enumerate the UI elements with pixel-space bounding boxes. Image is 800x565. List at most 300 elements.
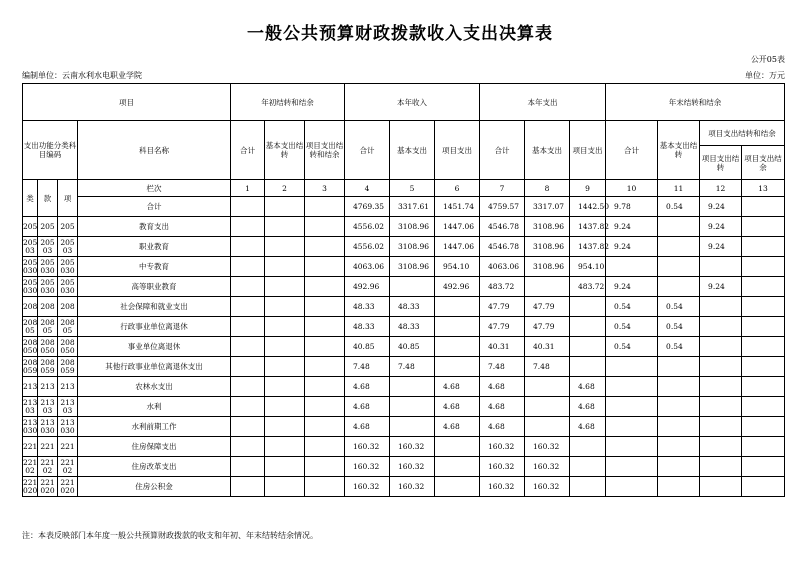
subject-name: 高等职业教育: [78, 277, 231, 297]
code-lei: 221 020: [23, 477, 38, 495]
code-lei: 213: [23, 377, 38, 397]
value-cell: [658, 417, 700, 437]
code-kuan: 213 030: [38, 417, 58, 437]
header-income: 本年收入: [345, 84, 480, 121]
value-cell: [305, 217, 345, 237]
value-cell: [606, 257, 658, 277]
total-cell: [231, 197, 265, 217]
header-closing-project: 项目支出结转和结余: [700, 121, 785, 146]
code-kuan: 205 030: [38, 257, 58, 277]
value-cell: [305, 417, 345, 437]
value-cell: 160.32: [525, 477, 570, 497]
value-cell: [305, 457, 345, 477]
header-closing-project-carry: 项目支出结转: [700, 146, 742, 180]
value-cell: 0.54: [606, 337, 658, 357]
value-cell: [265, 397, 305, 417]
value-cell: 4.68: [570, 417, 606, 437]
value-cell: [231, 457, 265, 477]
value-cell: 40.85: [345, 337, 390, 357]
subject-name: 住房公积金: [78, 477, 231, 497]
value-cell: 1437.82: [570, 217, 606, 237]
header-func-class: 支出功能分类科目编码: [23, 121, 78, 180]
code-lei: 208 050: [23, 337, 38, 355]
value-cell: [742, 477, 785, 497]
value-cell: [231, 377, 265, 397]
value-cell: 7.48: [390, 357, 435, 377]
code-xiang: 205: [58, 217, 78, 237]
code-xiang: 208 05: [58, 317, 78, 337]
code-lei: 208: [23, 297, 38, 317]
code-xiang: 213: [58, 377, 78, 397]
value-cell: [305, 357, 345, 377]
value-cell: [700, 337, 742, 357]
subject-name: 住房改革支出: [78, 457, 231, 477]
value-cell: 0.54: [658, 337, 700, 357]
value-cell: [606, 357, 658, 377]
value-cell: [742, 237, 785, 257]
value-cell: [265, 437, 305, 457]
value-cell: [305, 397, 345, 417]
value-cell: 4.68: [480, 397, 525, 417]
total-cell: 3317.07: [525, 197, 570, 217]
header-closing-project-surplus: 项目支出结余: [742, 146, 785, 180]
value-cell: [390, 417, 435, 437]
value-cell: 4.68: [480, 417, 525, 437]
value-cell: [658, 437, 700, 457]
value-cell: [742, 377, 785, 397]
unit-label: 单位：万元: [745, 71, 785, 80]
value-cell: 3108.96: [390, 217, 435, 237]
value-cell: 954.10: [435, 257, 480, 277]
table-row: [23, 257, 785, 277]
value-cell: [742, 437, 785, 457]
value-cell: 4.68: [435, 397, 480, 417]
code-lei: 205 03: [23, 237, 38, 255]
value-cell: 1447.06: [435, 237, 480, 257]
code-kuan: 221 02: [38, 457, 58, 477]
header-income-total: 合计: [345, 121, 390, 180]
value-cell: 4.68: [345, 377, 390, 397]
code-lei: 221 02: [23, 457, 38, 475]
total-cell: 0.54: [658, 197, 700, 217]
value-cell: [231, 417, 265, 437]
code-kuan: 208 059: [38, 357, 58, 377]
header-item: 项目: [23, 84, 231, 121]
value-cell: 0.54: [658, 317, 700, 337]
table-row: [23, 437, 785, 457]
col-number: 6: [435, 180, 480, 197]
value-cell: 9.24: [606, 217, 658, 237]
value-cell: [658, 237, 700, 257]
value-cell: [435, 357, 480, 377]
col-number: 4: [345, 180, 390, 197]
value-cell: [231, 397, 265, 417]
table-row: [23, 357, 785, 377]
value-cell: [700, 417, 742, 437]
value-cell: [570, 337, 606, 357]
value-cell: [231, 217, 265, 237]
value-cell: [305, 317, 345, 337]
value-cell: [231, 337, 265, 357]
code-xiang: 205 03: [58, 237, 78, 257]
table-row: [23, 397, 785, 417]
code-lei: 213 03: [23, 397, 38, 415]
value-cell: 3108.96: [525, 237, 570, 257]
value-cell: [606, 437, 658, 457]
value-cell: 160.32: [345, 437, 390, 457]
value-cell: [231, 317, 265, 337]
value-cell: [265, 237, 305, 257]
total-cell: 1451.74: [435, 197, 480, 217]
value-cell: [231, 277, 265, 297]
value-cell: [658, 477, 700, 497]
budget-table: [22, 83, 785, 497]
code-kuan: 208 05: [38, 317, 58, 337]
value-cell: [742, 357, 785, 377]
header-income-basic: 基本支出: [390, 121, 435, 180]
value-cell: [742, 257, 785, 277]
value-cell: [231, 477, 265, 497]
header-opening-project: 项目支出结转和结余: [305, 121, 345, 180]
total-cell: [265, 197, 305, 217]
value-cell: [231, 297, 265, 317]
value-cell: [606, 417, 658, 437]
total-row-label: 合计: [78, 197, 231, 217]
value-cell: 48.33: [345, 297, 390, 317]
value-cell: [435, 297, 480, 317]
total-cell: 9.78: [606, 197, 658, 217]
value-cell: [231, 357, 265, 377]
value-cell: [658, 277, 700, 297]
value-cell: 40.31: [525, 337, 570, 357]
value-cell: 40.31: [480, 337, 525, 357]
value-cell: 0.54: [606, 297, 658, 317]
value-cell: [658, 357, 700, 377]
header-closing-basic: 基本支出结转: [658, 121, 700, 180]
total-cell: 1442.50: [570, 197, 606, 217]
value-cell: [658, 217, 700, 237]
value-cell: [742, 297, 785, 317]
total-cell: [305, 197, 345, 217]
value-cell: 7.48: [525, 357, 570, 377]
value-cell: [658, 257, 700, 277]
header-opening-basic: 基本支出结转: [265, 121, 305, 180]
code-xiang: 208: [58, 297, 78, 317]
code-xiang: 221: [58, 437, 78, 457]
value-cell: 160.32: [345, 457, 390, 477]
value-cell: [231, 257, 265, 277]
value-cell: [305, 277, 345, 297]
subject-name: 社会保障和就业支出: [78, 297, 231, 317]
col-number: 11: [658, 180, 700, 197]
code-lei: 208 059: [23, 357, 38, 375]
header-opening-total: 合计: [231, 121, 265, 180]
header-closing: 年末结转和结余: [606, 84, 785, 121]
value-cell: [305, 437, 345, 457]
code-xiang: 205 030: [58, 277, 78, 297]
form-code: 公开05表: [750, 55, 785, 64]
subject-name: 教育支出: [78, 217, 231, 237]
value-cell: 47.79: [525, 317, 570, 337]
code-kuan: 205 030: [38, 277, 58, 297]
value-cell: 954.10: [570, 257, 606, 277]
code-xiang: 221 02: [58, 457, 78, 477]
value-cell: 9.24: [700, 277, 742, 297]
organization-label: 编制单位：云南水利水电职业学院: [22, 71, 142, 80]
table-row: [23, 237, 785, 257]
col-number: 8: [525, 180, 570, 197]
value-cell: 483.72: [480, 277, 525, 297]
col-number: 9: [570, 180, 606, 197]
value-cell: 160.32: [390, 457, 435, 477]
value-cell: [525, 377, 570, 397]
table-row: [23, 417, 785, 437]
value-cell: 4.68: [435, 377, 480, 397]
value-cell: 3108.96: [525, 217, 570, 237]
value-cell: [606, 457, 658, 477]
code-kuan: 205: [38, 217, 58, 237]
value-cell: [525, 277, 570, 297]
value-cell: 160.32: [480, 457, 525, 477]
value-cell: 4063.06: [345, 257, 390, 277]
value-cell: [435, 337, 480, 357]
value-cell: 3108.96: [390, 257, 435, 277]
col-number: 2: [265, 180, 305, 197]
value-cell: [700, 397, 742, 417]
value-cell: [525, 397, 570, 417]
value-cell: 4.68: [570, 377, 606, 397]
header-kuan: 款: [38, 180, 58, 217]
value-cell: 47.79: [525, 297, 570, 317]
footnote: 注：本表反映部门本年度一般公共预算财政拨款的收支和年初、年末结转结余情况。: [22, 531, 318, 540]
value-cell: 4546.78: [480, 237, 525, 257]
value-cell: 48.33: [390, 297, 435, 317]
value-cell: 4.68: [345, 417, 390, 437]
value-cell: [570, 297, 606, 317]
code-kuan: 221: [38, 437, 58, 457]
col-number: 7: [480, 180, 525, 197]
value-cell: [606, 477, 658, 497]
code-lei: 208 05: [23, 317, 38, 335]
value-cell: 4.68: [345, 397, 390, 417]
value-cell: [606, 397, 658, 417]
subject-name: 水利前期工作: [78, 417, 231, 437]
code-xiang: 213 03: [58, 397, 78, 417]
table-row: [23, 377, 785, 397]
header-expense-total: 合计: [480, 121, 525, 180]
table-row: [23, 297, 785, 317]
value-cell: [700, 457, 742, 477]
value-cell: [390, 397, 435, 417]
value-cell: 4.68: [570, 397, 606, 417]
value-cell: [231, 437, 265, 457]
value-cell: [570, 437, 606, 457]
table-row: [23, 217, 785, 237]
code-xiang: 221 020: [58, 477, 78, 497]
value-cell: [305, 477, 345, 497]
value-cell: [742, 337, 785, 357]
value-cell: 4556.02: [345, 217, 390, 237]
code-lei: 213 030: [23, 417, 38, 435]
value-cell: 0.54: [658, 297, 700, 317]
subject-name: 水利: [78, 397, 231, 417]
value-cell: [265, 357, 305, 377]
value-cell: 160.32: [525, 437, 570, 457]
value-cell: [435, 477, 480, 497]
value-cell: [265, 217, 305, 237]
value-cell: [700, 477, 742, 497]
header-opening: 年初结转和结余: [231, 84, 345, 121]
table-row: [23, 277, 785, 297]
subject-name: 职业教育: [78, 237, 231, 257]
table-row: [23, 337, 785, 357]
value-cell: [265, 297, 305, 317]
value-cell: [700, 257, 742, 277]
code-xiang: 213 030: [58, 417, 78, 437]
value-cell: 3108.96: [390, 237, 435, 257]
value-cell: 9.24: [700, 237, 742, 257]
header-income-project: 项目支出: [435, 121, 480, 180]
value-cell: 492.96: [435, 277, 480, 297]
value-cell: 0.54: [606, 317, 658, 337]
code-kuan: 221 020: [38, 477, 58, 497]
value-cell: [700, 357, 742, 377]
table-row: [23, 477, 785, 497]
value-cell: [700, 297, 742, 317]
value-cell: 1447.06: [435, 217, 480, 237]
value-cell: [525, 417, 570, 437]
value-cell: [742, 397, 785, 417]
value-cell: [435, 437, 480, 457]
value-cell: [700, 437, 742, 457]
value-cell: [658, 397, 700, 417]
value-cell: [658, 457, 700, 477]
value-cell: 160.32: [390, 437, 435, 457]
value-cell: [742, 457, 785, 477]
value-cell: 47.79: [480, 297, 525, 317]
value-cell: 4.68: [435, 417, 480, 437]
total-cell: 4769.35: [345, 197, 390, 217]
value-cell: [265, 277, 305, 297]
subject-name: 其他行政事业单位离退休支出: [78, 357, 231, 377]
code-kuan: 205 03: [38, 237, 58, 257]
value-cell: 9.24: [606, 277, 658, 297]
value-cell: 1437.82: [570, 237, 606, 257]
code-xiang: 205 030: [58, 257, 78, 277]
value-cell: [265, 337, 305, 357]
value-cell: 48.33: [390, 317, 435, 337]
table-body: [23, 217, 785, 497]
subject-name: 农林水支出: [78, 377, 231, 397]
value-cell: 47.79: [480, 317, 525, 337]
header-expense-project: 项目支出: [570, 121, 606, 180]
value-cell: 4063.06: [480, 257, 525, 277]
value-cell: 7.48: [345, 357, 390, 377]
value-cell: 9.24: [700, 217, 742, 237]
col-number: 12: [700, 180, 742, 197]
value-cell: 7.48: [480, 357, 525, 377]
value-cell: [570, 457, 606, 477]
header-xiang: 项: [58, 180, 78, 217]
total-cell: 4759.57: [480, 197, 525, 217]
value-cell: [305, 257, 345, 277]
value-cell: [265, 457, 305, 477]
code-kuan: 208: [38, 297, 58, 317]
value-cell: 3108.96: [525, 257, 570, 277]
header-expense-basic: 基本支出: [525, 121, 570, 180]
col-number: 3: [305, 180, 345, 197]
col-number: 10: [606, 180, 658, 197]
value-cell: [700, 317, 742, 337]
value-cell: 160.32: [480, 437, 525, 457]
value-cell: [742, 217, 785, 237]
value-cell: 160.32: [480, 477, 525, 497]
value-cell: 4546.78: [480, 217, 525, 237]
value-cell: 492.96: [345, 277, 390, 297]
value-cell: [742, 417, 785, 437]
value-cell: [570, 357, 606, 377]
col-number: 5: [390, 180, 435, 197]
value-cell: [435, 457, 480, 477]
value-cell: [305, 237, 345, 257]
subject-name: 行政事业单位离退休: [78, 317, 231, 337]
code-kuan: 208 050: [38, 337, 58, 357]
header-expense: 本年支出: [480, 84, 606, 121]
value-cell: [742, 277, 785, 297]
value-cell: [265, 317, 305, 337]
value-cell: [435, 317, 480, 337]
value-cell: [305, 377, 345, 397]
code-lei: 221: [23, 437, 38, 457]
value-cell: [305, 297, 345, 317]
value-cell: [742, 317, 785, 337]
value-cell: [265, 257, 305, 277]
value-cell: [390, 377, 435, 397]
col-number: 1: [231, 180, 265, 197]
code-kuan: 213 03: [38, 397, 58, 417]
code-lei: 205: [23, 217, 38, 237]
code-kuan: 213: [38, 377, 58, 397]
value-cell: [658, 377, 700, 397]
code-lei: 205 030: [23, 257, 38, 275]
col-number: 13: [742, 180, 785, 197]
value-cell: [570, 477, 606, 497]
total-cell: 9.24: [700, 197, 742, 217]
value-cell: 4.68: [480, 377, 525, 397]
value-cell: 160.32: [525, 457, 570, 477]
subject-name: 中专教育: [78, 257, 231, 277]
code-xiang: 208 050: [58, 337, 78, 357]
header-closing-total: 合计: [606, 121, 658, 180]
subject-name: 事业单位离退休: [78, 337, 231, 357]
code-xiang: 208 059: [58, 357, 78, 377]
value-cell: 160.32: [345, 477, 390, 497]
total-cell: [742, 197, 785, 217]
subject-name: 住房保障支出: [78, 437, 231, 457]
code-lei: 205 030: [23, 277, 38, 295]
table-row: [23, 457, 785, 477]
table-row: [23, 317, 785, 337]
value-cell: [265, 377, 305, 397]
value-cell: [231, 237, 265, 257]
total-cell: 3317.61: [390, 197, 435, 217]
value-cell: 9.24: [606, 237, 658, 257]
value-cell: 48.33: [345, 317, 390, 337]
value-cell: [700, 377, 742, 397]
value-cell: [606, 377, 658, 397]
header-subject-name: 科目名称: [78, 121, 231, 180]
value-cell: [570, 317, 606, 337]
